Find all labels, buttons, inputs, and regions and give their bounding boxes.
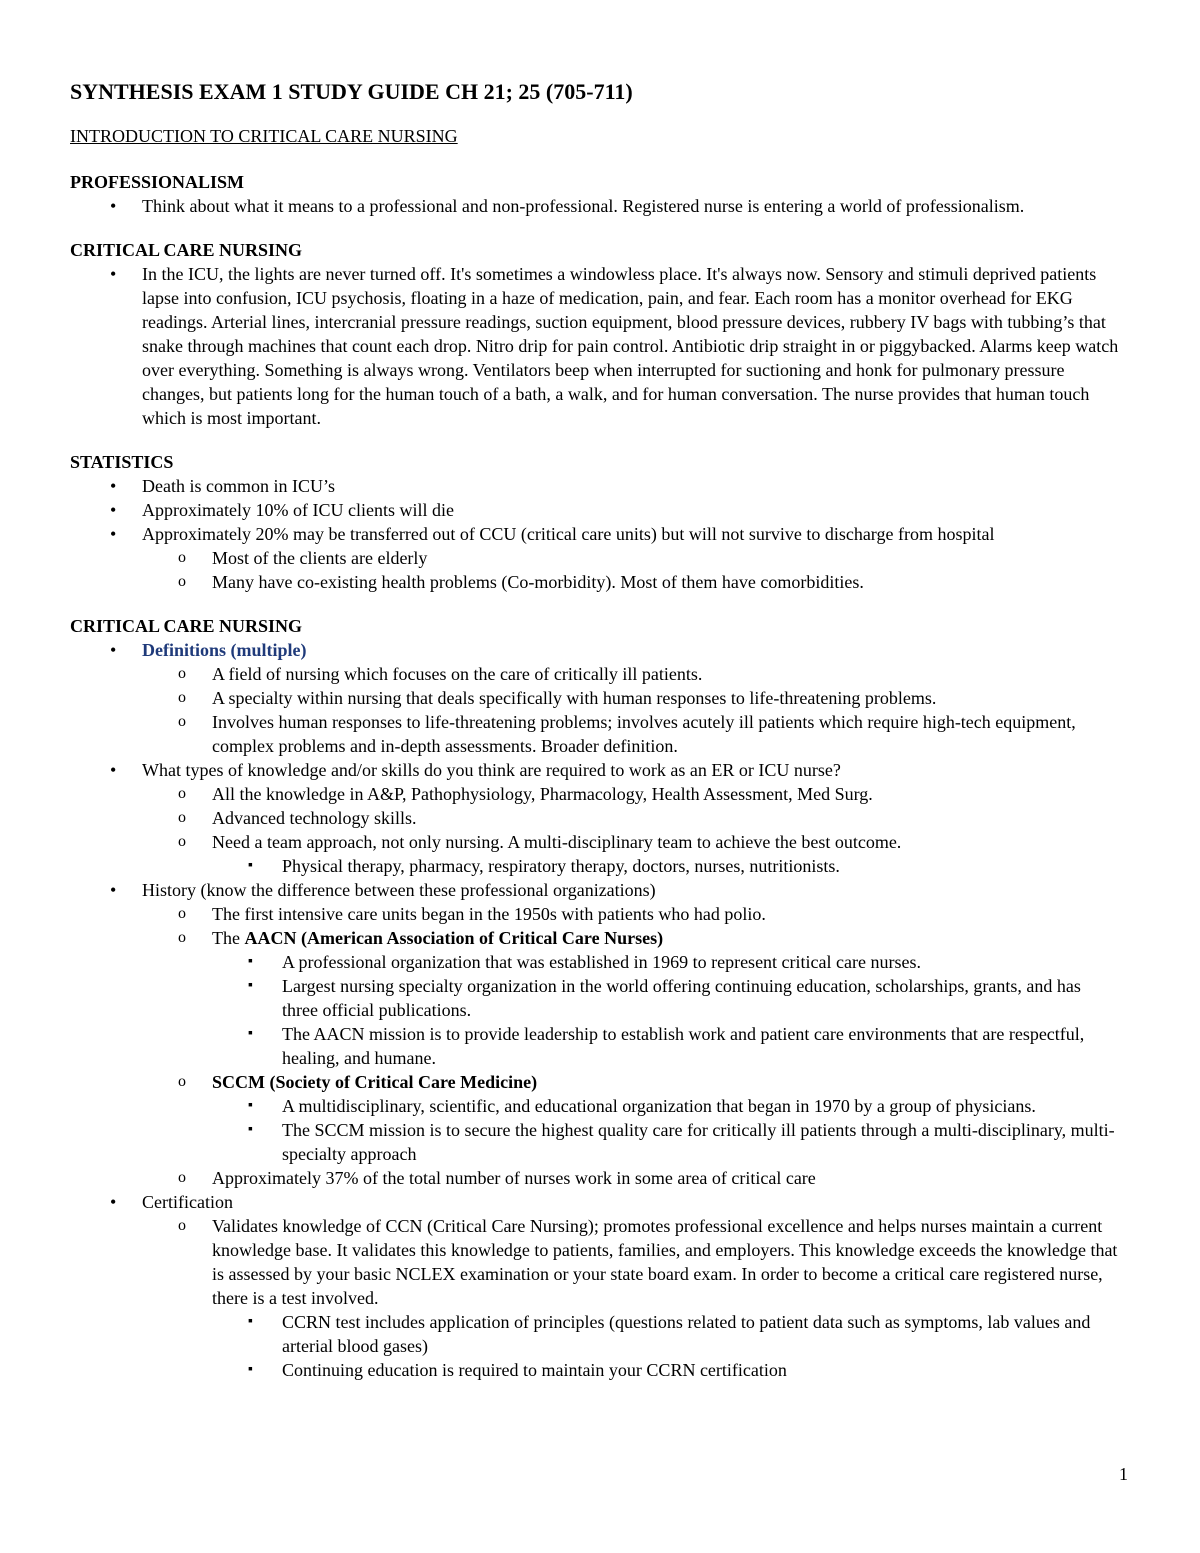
list-item-text: History (know the difference between these professional organizations) <box>142 880 656 900</box>
list-item <box>70 758 1120 878</box>
section-professionalism <box>70 170 1120 218</box>
list-item: • Death is common in ICU’s <box>70 474 1120 498</box>
list-item-text: Certification <box>142 1192 233 1212</box>
sub-list-item <box>142 830 1120 878</box>
section-heading: STATISTICS <box>70 452 174 472</box>
sub-list-item: o Many have co-existing health problems (Co-morbidity). Most of them have comorbidities. <box>142 570 1120 594</box>
sub-sub-list <box>212 950 1120 1070</box>
list-item: • Think about what it means to a professional and non-professional. Registered nurse is entering a world of professionalism. <box>70 194 1120 218</box>
bullet-list <box>70 194 1120 218</box>
list-item: • In the ICU, the lights are never turned off. It's sometimes a windowless place. It's always now. Sensory and stimuli deprived patients lapse into confusion, ICU psychosis, floating in a haze of medication, pain, and fear. Each room has a monitor overhead for EKG readings. Arterial lines, intercranial pressure readings, suction equipment, blood pressure devices, rubbery IV bags with tubbing’s that snake through machines that count each drop. Nitro drip for pain control. Antibiotic drip straight in or piggybacked. Alarms keep watch over everything. Something is always wrong. Ventilators beep when interrupted for suctioning and honk for pulmonary pressure changes, but patients long for the human touch of a bath, a walk, and for human conversation. The nurse provides that human touch which is most important. <box>70 262 1120 430</box>
sub-sub-list-item: ▪ The SCCM mission is to secure the highest quality care for critically ill patients through a multi-disciplinary, multi-specialty approach <box>212 1118 1120 1166</box>
document-title: SYNTHESIS EXAM 1 STUDY GUIDE CH 21; 25 (705-711) <box>70 79 633 104</box>
list-item <box>70 638 1120 758</box>
sccm-label: SCCM (Society of Critical Care Medicine) <box>212 1072 538 1092</box>
sub-list <box>142 546 1120 594</box>
sub-sub-list-item: ▪ Continuing education is required to maintain your CCRN certification <box>212 1358 1120 1382</box>
list-item <box>70 878 1120 1190</box>
sub-sub-list-item: ▪ A professional organization that was established in 1969 to represent critical care nurses. <box>212 950 1120 974</box>
section-heading: CRITICAL CARE NURSING <box>70 616 303 636</box>
section-statistics <box>70 450 1120 594</box>
list-item: • Approximately 10% of ICU clients will die <box>70 498 1120 522</box>
sub-sub-list <box>212 854 1120 878</box>
sub-list-item: o A field of nursing which focuses on the care of critically ill patients. <box>142 662 1120 686</box>
sub-list <box>142 782 1120 878</box>
list-item-text: What types of knowledge and/or skills do you think are required to work as an ER or ICU nurse? <box>142 760 841 780</box>
intro-heading: INTRODUCTION TO CRITICAL CARE NURSING <box>70 126 458 146</box>
sub-list <box>142 902 1120 1190</box>
sub-list-item: o Involves human responses to life-threatening problems; involves acutely ill patients which require high-tech equipment, complex problems and in-depth assessments. Broader definition. <box>142 710 1120 758</box>
sub-sub-list-item: ▪ The AACN mission is to provide leadership to establish work and patient care environments that are respectful, healing, and humane. <box>212 1022 1120 1070</box>
list-item-text: Approximately 20% may be transferred out of CCU (critical care units) but will not survive to discharge from hospital <box>142 524 995 544</box>
sub-sub-list-item: ▪ Largest nursing specialty organization in the world offering continuing education, scholarships, grants, and has three official publications. <box>212 974 1120 1022</box>
sub-list-item: o Most of the clients are elderly <box>142 546 1120 570</box>
sub-list-item: o The first intensive care units began in the 1950s with patients who had polio. <box>142 902 1120 926</box>
list-item <box>70 1190 1120 1382</box>
list-item <box>70 522 1120 594</box>
bullet-list <box>70 474 1120 594</box>
sub-sub-list <box>212 1310 1120 1382</box>
sub-list-item <box>142 926 1120 1070</box>
definitions-label: Definitions (multiple) <box>142 640 307 660</box>
sub-list-item <box>142 1070 1120 1166</box>
sub-list-item: o A specialty within nursing that deals specifically with human responses to life-threatening problems. <box>142 686 1120 710</box>
section-critical-care-nursing-overview <box>70 238 1120 430</box>
sub-list-item: o Advanced technology skills. <box>142 806 1120 830</box>
sub-list-item-text: Need a team approach, not only nursing. A multi-disciplinary team to achieve the best outcome. <box>212 832 902 852</box>
sub-sub-list <box>212 1094 1120 1166</box>
bullet-list <box>70 262 1120 430</box>
sub-sub-list-item: ▪ A multidisciplinary, scientific, and educational organization that began in 1970 by a group of physicians. <box>212 1094 1120 1118</box>
page-number: 1 <box>1119 1464 1128 1484</box>
section-critical-care-nursing-details <box>70 614 1120 1382</box>
section-heading: PROFESSIONALISM <box>70 172 245 192</box>
sub-list-item: o Approximately 37% of the total number of nurses work in some area of critical care <box>142 1166 1120 1190</box>
sub-list-item <box>142 1214 1120 1382</box>
aacn-prefix: The <box>212 928 245 948</box>
sub-sub-list-item: ▪ CCRN test includes application of principles (questions related to patient data such as symptoms, lab values and arterial blood gases) <box>212 1310 1120 1358</box>
sub-sub-list-item: ▪ Physical therapy, pharmacy, respiratory therapy, doctors, nurses, nutritionists. <box>212 854 1120 878</box>
sub-list-item: o All the knowledge in A&P, Pathophysiology, Pharmacology, Health Assessment, Med Surg. <box>142 782 1120 806</box>
section-heading: CRITICAL CARE NURSING <box>70 240 303 260</box>
sub-list <box>142 662 1120 758</box>
bullet-list <box>70 638 1120 1382</box>
aacn-label: AACN (American Association of Critical Care Nurses) <box>244 928 664 948</box>
sub-list-item-text: Validates knowledge of CCN (Critical Care Nursing); promotes professional excellence and helps nurses maintain a current knowledge base. It validates this knowledge to patients, families, and employers. This knowledge exceeds the knowledge that is assessed by your basic NCLEX examination or your state board exam. In order to become a critical care registered nurse, there is a test involved. <box>212 1216 1118 1308</box>
sub-list <box>142 1214 1120 1382</box>
